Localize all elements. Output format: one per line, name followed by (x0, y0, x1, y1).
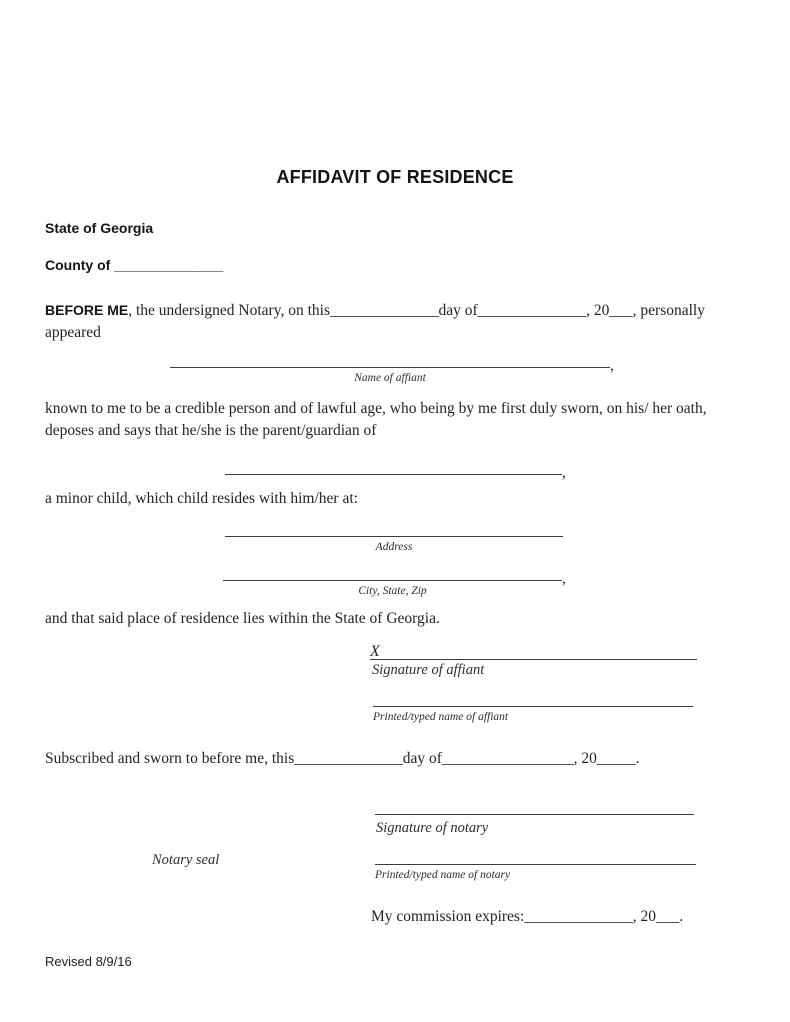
blank-rule (373, 688, 693, 707)
intro-paragraph (45, 299, 747, 344)
trailing-comma: , (610, 357, 614, 374)
intro-text: , the undersigned Notary, on this______________day of______________, 20___, personally appeared (45, 302, 705, 341)
state-line: State of Georgia (45, 220, 154, 236)
affiant-printed-name-line (373, 689, 693, 707)
credible-person-paragraph: known to me to be a credible person and of lawful age, who being by me first duly sworn, on his/ her oath, deposes and says that he/she is the parent/guardian of (45, 400, 707, 439)
notary-signature-line (375, 797, 694, 815)
blank-rule (375, 796, 694, 815)
minor-child-paragraph: a minor child, which child resides with him/her at: (45, 490, 358, 507)
document-title: AFFIDAVIT OF RESIDENCE (276, 167, 514, 187)
georgia-residence-paragraph: and that said place of residence lies within the State of Georgia. (45, 610, 440, 627)
blank-rule (375, 847, 696, 865)
revision-date: Revised 8/9/16 (45, 954, 132, 969)
city-state-zip-caption: City, State, Zip (358, 585, 427, 597)
notary-printed-name-line (375, 848, 696, 865)
trailing-comma: , (562, 570, 566, 587)
before-me-lead: BEFORE ME (45, 302, 129, 318)
blank-rule (225, 514, 563, 537)
address-caption: Address (375, 541, 413, 553)
notary-seal-label: Notary seal (152, 852, 220, 868)
notary-printed-name-caption: Printed/typed name of notary (375, 869, 511, 881)
county-line (45, 257, 223, 273)
affiant-signature-line (370, 640, 697, 660)
city-state-zip-blank-line (223, 559, 566, 587)
child-name-blank-line (225, 453, 566, 481)
subscribed-sworn-paragraph: Subscribed and sworn to before me, this______________day of_________________, 20_____. (45, 750, 640, 767)
commission-expires-line: My commission expires:______________, 20___. (371, 908, 684, 925)
affiant-signature-caption: Signature of affiant (372, 662, 485, 678)
signature-x-mark: X (370, 643, 380, 660)
county-label: County of (45, 257, 115, 273)
blank-rule (223, 558, 562, 581)
notary-signature-caption: Signature of notary (376, 820, 489, 836)
blank-rule (170, 345, 610, 368)
address-blank-line (225, 515, 563, 537)
trailing-comma: , (562, 464, 566, 481)
county-blank-line: ______________ (114, 257, 224, 273)
affiant-printed-name-caption: Printed/typed name of affiant (373, 711, 509, 723)
affiant-name-blank-line (170, 346, 614, 374)
affiant-name-caption: Name of affiant (354, 372, 426, 384)
blank-rule (225, 452, 562, 475)
